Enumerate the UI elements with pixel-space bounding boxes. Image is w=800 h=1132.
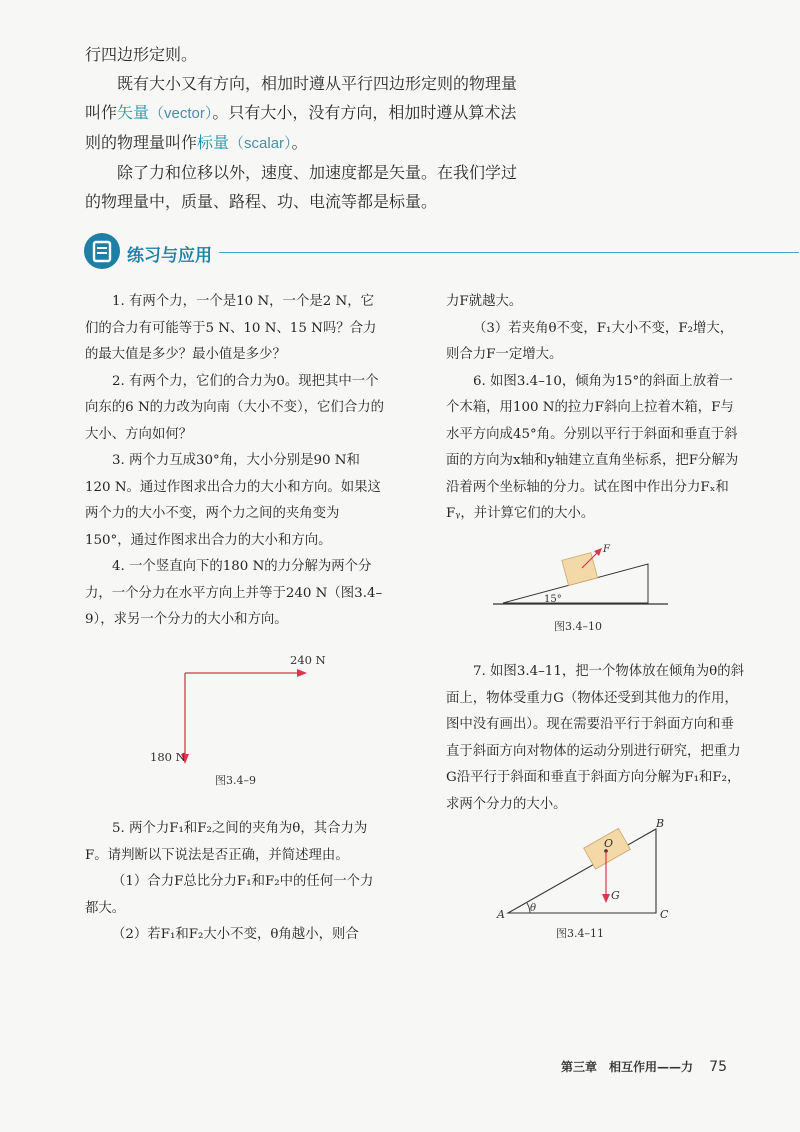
exercise-5: 5. 两个力F₁和F₂之间的夹角为θ，其合力为F。请判断以下说法是否正确，并简述理由。 bbox=[85, 821, 368, 863]
figure-3-4-9-caption: 图3.4–9 bbox=[215, 774, 256, 787]
section-divider bbox=[219, 252, 799, 253]
intro-line0: 行四边形定则。 bbox=[85, 45, 198, 64]
scalar-en: （scalar） bbox=[229, 135, 292, 152]
label-f: F bbox=[603, 544, 610, 555]
figure-3-4-11 bbox=[490, 815, 690, 943]
exercise-6: 6. 如图3.4–10，倾角为15°的斜面上放着一个木箱，用100 N的拉力F斜向上拉着木箱，F与水平方向成45°角。分别以平行于斜面和垂直于斜面的方向为x轴和y轴建立直角坐标系，把F分解为沿着两个坐标轴的分力。试在图中作出分力Fₓ和Fᵧ，并计算它们的大小。 bbox=[446, 373, 739, 521]
intro-paragraph-2: 除了力和位移以外，速度、加速度都是矢量。在我们学过的物理量中，质量、路程、功、电流等都是标量。 bbox=[85, 163, 518, 211]
figure-3-4-11-caption: 图3.4–11 bbox=[556, 927, 604, 940]
page-number: 75 bbox=[709, 1059, 727, 1075]
exercise-5-2: （2）若F₁和F₂大小不变，θ角越小，则合 bbox=[112, 927, 359, 942]
figure-3-4-9 bbox=[140, 650, 370, 800]
left-column bbox=[85, 289, 385, 634]
right-column-lower bbox=[446, 659, 746, 818]
intro-paragraph-1 bbox=[85, 69, 525, 158]
incline-triangle bbox=[508, 829, 656, 913]
exercise-5-1: （1）合力F总比分力F₁和F₂中的任何一个力都大。 bbox=[85, 874, 374, 916]
right-column bbox=[446, 289, 746, 528]
label-a: A bbox=[497, 908, 505, 921]
chapter-title: 第三章 相互作用——力 bbox=[561, 1060, 694, 1074]
exercise-icon-glyph bbox=[84, 233, 120, 269]
vector-en: （vector） bbox=[149, 105, 213, 122]
page-footer bbox=[561, 1058, 727, 1075]
horizontal-arrowhead bbox=[297, 669, 307, 677]
exercise-1: 1. 有两个力，一个是10 N，一个是2 N，它们的合力有可能等于5 N、10 N、15 N吗？合力的最大值是多少？最小值是多少？ bbox=[85, 294, 377, 362]
label-theta: θ bbox=[530, 903, 537, 914]
exercise-2: 2. 有两个力，它们的合力为0。现把其中一个向东的6 N的力改为向南（大小不变），它们合力的大小、方向如何？ bbox=[85, 373, 384, 442]
label-15-degrees: 15° bbox=[544, 594, 562, 605]
label-c: C bbox=[660, 908, 669, 921]
label-b: B bbox=[656, 817, 665, 830]
vector-term: 矢量 bbox=[117, 103, 150, 122]
intro-text bbox=[85, 40, 525, 216]
label-180n: 180 N bbox=[150, 750, 186, 764]
scalar-term: 标量 bbox=[197, 133, 230, 152]
exercise-icon bbox=[84, 233, 120, 269]
gravity-arrowhead bbox=[602, 894, 610, 903]
exercise-3: 3. 两个力互成30°角，大小分别是90 N和120 N。通过作图求出合力的大小和方向。如果这两个力的大小不变，两个力之间的夹角变为150°，通过作图求出合力的大小和方向。 bbox=[85, 453, 381, 548]
section-header bbox=[84, 233, 800, 273]
figure-3-4-10 bbox=[488, 534, 688, 644]
intro-p1-b: 。只有大小，没有方向，相加时遵从算术法则的物理量叫作 bbox=[85, 103, 517, 152]
label-240n: 240 N bbox=[290, 653, 326, 667]
left-column-lower bbox=[85, 816, 385, 949]
intro-p1-c: 。 bbox=[291, 133, 308, 152]
figure-3-4-10-caption: 图3.4–10 bbox=[554, 620, 602, 633]
intro-p1-a: 既有大小又有方向，相加时遵从平行四边形定则的物理量叫作 bbox=[85, 74, 518, 122]
label-o: O bbox=[604, 837, 614, 850]
exercise-5-3: （3）若夹角θ不变，F₁大小不变，F₂增大，则合力F一定增大。 bbox=[446, 320, 734, 362]
label-g: G bbox=[611, 889, 620, 902]
exercise-4: 4. 一个竖直向下的180 N的力分解为两个分力，一个分力在水平方向上并等于240 N（图3.4–9），求另一个分力的大小和方向。 bbox=[85, 559, 383, 627]
exercise-5-2-cont: 力F就越大。 bbox=[446, 294, 523, 309]
section-title: 练习与应用 bbox=[127, 246, 212, 266]
exercise-7: 7. 如图3.4–11，把一个物体放在倾角为θ的斜面上，物体受重力G（物体还受到其他力的作用，图中没有画出）。现在需要沿平行于斜面方向和垂直于斜面方向对物体的运动分别进行研究，把重力G沿平行于斜面和垂直于斜面方向分解为F₁和F₂，求两个分力的大小。 bbox=[446, 664, 744, 812]
